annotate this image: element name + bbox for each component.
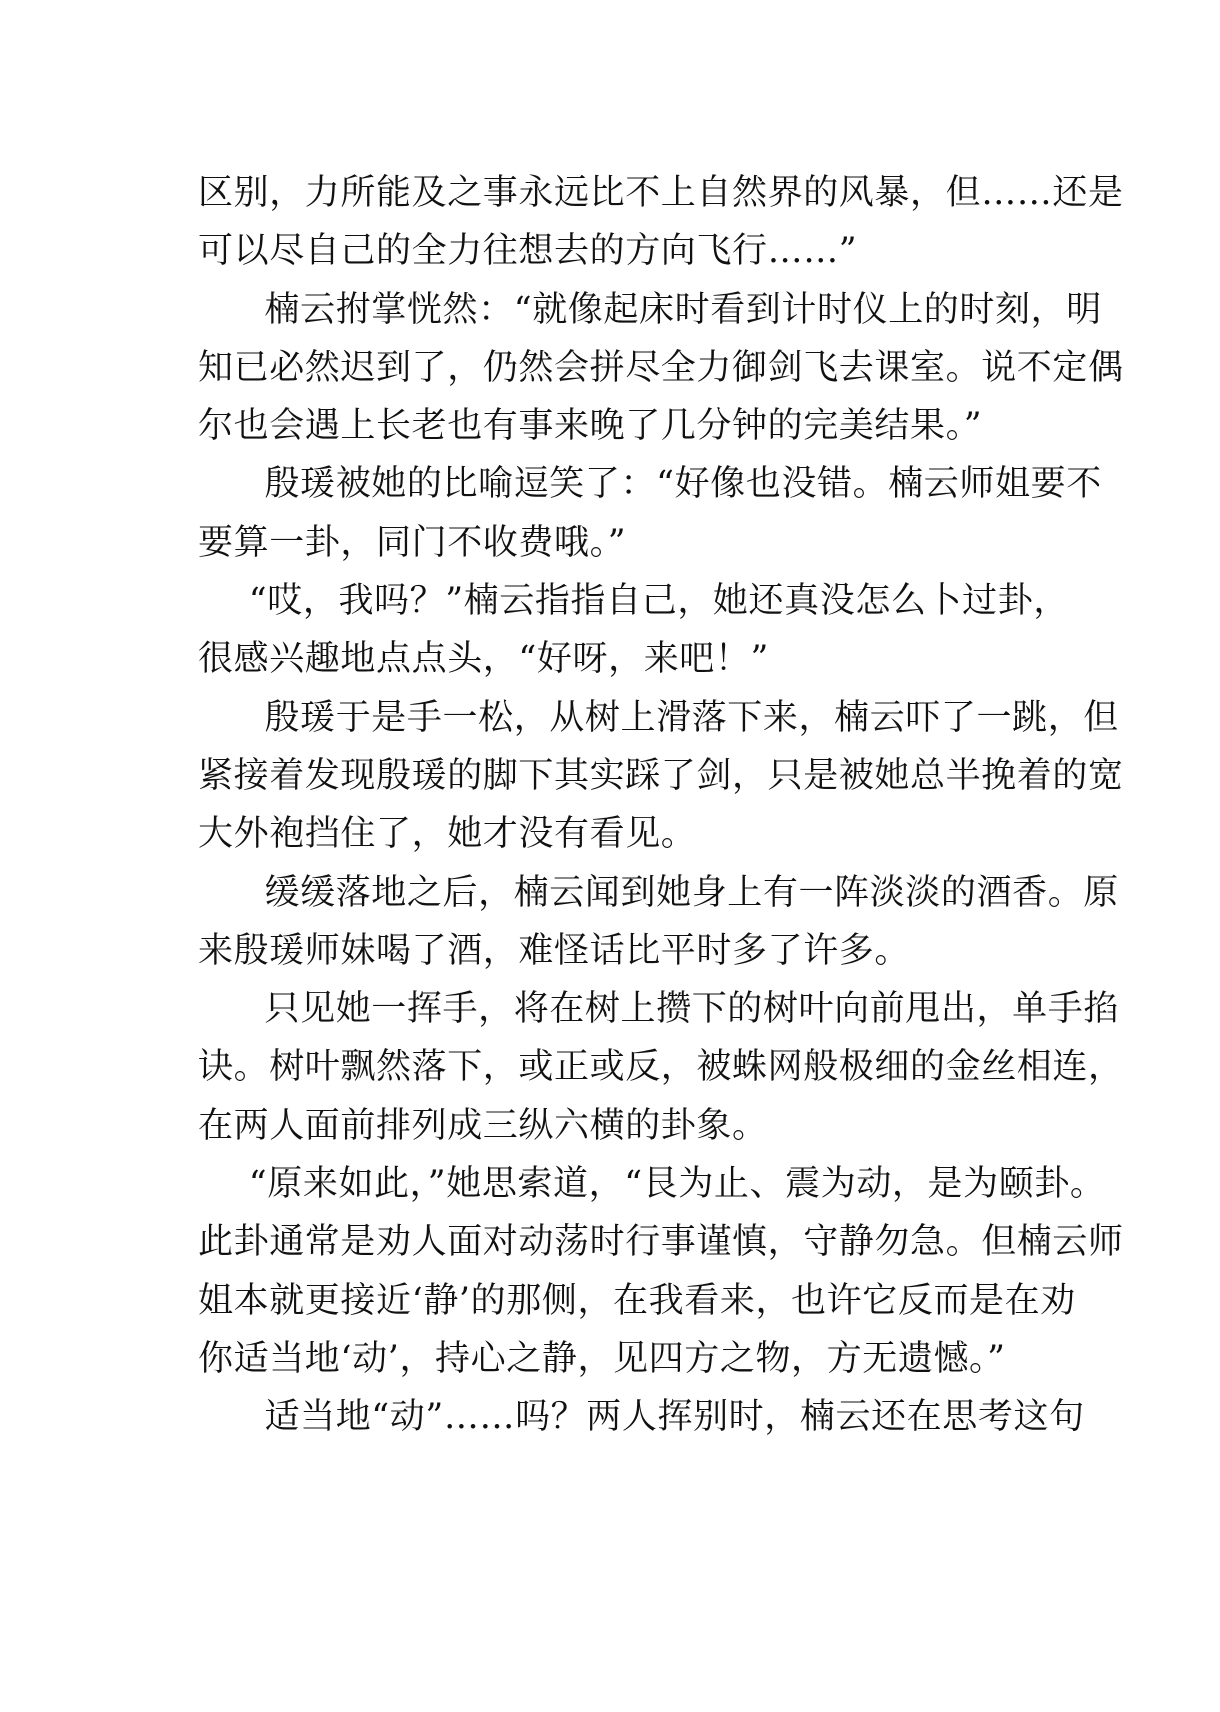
text-line: 要算一卦，同门不收费哦。”: [198, 522, 627, 563]
paragraph-4: [198, 572, 1069, 689]
text-line: “哎，我吗？”楠云指指自己，她还真没怎么卜过卦，: [248, 581, 1069, 622]
body-text: [198, 164, 1124, 1447]
text-line: 在两人面前排列成三纵六横的卦象。: [198, 1105, 768, 1146]
text-line: 大外袍挡住了，她才没有看见。: [198, 814, 697, 855]
text-line: 适当地“动”……吗？两人挥别时，楠云还在思考这句: [264, 1397, 1085, 1438]
text-line: 诀。树叶飘然落下，或正或反，被蛛网般极细的金丝相连，: [198, 1047, 1124, 1088]
text-line: 缓缓落地之后，楠云闻到她身上有一阵淡淡的酒香。原: [264, 872, 1119, 913]
text-line: 可以尽自己的全力往想去的方向飞行……”: [198, 231, 858, 272]
text-line: 姐本就更接近‘静’的那侧，在我看来，也许它反而是在劝: [198, 1280, 1076, 1321]
paragraph-5: [198, 689, 1124, 864]
paragraph-1: [198, 164, 1124, 281]
text-line: 殷瑗于是手一松，从树上滑落下来，楠云吓了一跳，但: [264, 697, 1119, 738]
paragraph-2: [198, 281, 1124, 456]
paragraph-6: [198, 864, 1119, 981]
text-line: 楠云拊掌恍然：“就像起床时看到计时仪上的时刻，明: [264, 289, 1102, 330]
text-line: 你适当地‘动’，持心之静，见四方之物，方无遗憾。”: [198, 1338, 1006, 1379]
text-line: 此卦通常是劝人面对动荡时行事谨慎，守静勿急。但楠云师: [198, 1222, 1124, 1263]
text-line: “原来如此，”她思索道，“艮为止、震为动，是为颐卦。: [248, 1164, 1106, 1205]
text-line: 来殷瑗师妹喝了酒，难怪话比平时多了许多。: [198, 930, 911, 971]
text-line: 知已必然迟到了，仍然会拼尽全力御剑飞去课室。说不定偶: [198, 347, 1124, 388]
paragraph-7: [198, 980, 1124, 1155]
paragraph-3: [198, 455, 1102, 572]
paragraph-9: [198, 1388, 1085, 1446]
text-line: 区别，力所能及之事永远比不上自然界的风暴，但……还是: [198, 173, 1124, 213]
paragraph-8: [198, 1155, 1124, 1388]
text-line: 很感兴趣地点点头，“好呀，来吧！”: [198, 639, 769, 680]
text-line: 殷瑗被她的比喻逗笑了：“好像也没错。楠云师姐要不: [264, 464, 1102, 505]
text-line: 紧接着发现殷瑗的脚下其实踩了剑，只是被她总半挽着的宽: [198, 755, 1124, 796]
text-line: 尔也会遇上长老也有事来晚了几分钟的完美结果。”: [198, 406, 983, 447]
text-line: 只见她一挥手，将在树上攒下的树叶向前甩出，单手掐: [264, 989, 1119, 1030]
